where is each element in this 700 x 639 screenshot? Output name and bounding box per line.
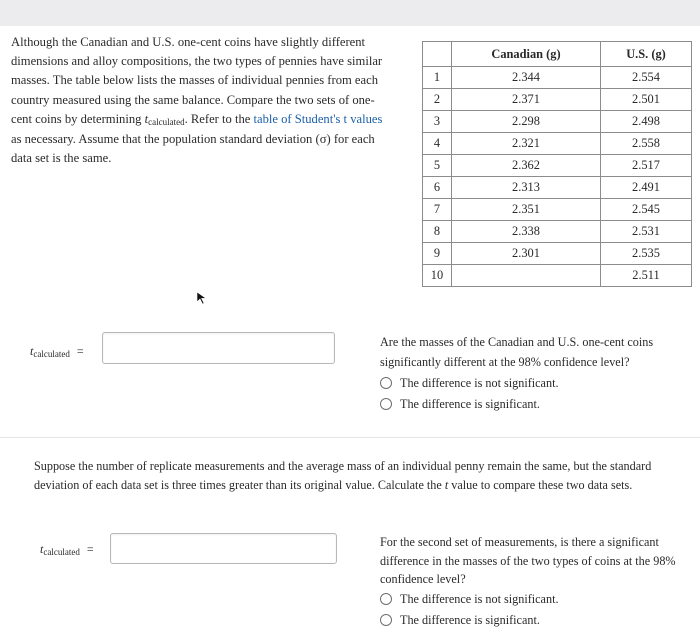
canadian-mass: 2.338 xyxy=(452,221,601,243)
us-mass: 2.531 xyxy=(601,221,692,243)
intro-text-2: . Refer to the xyxy=(184,111,254,126)
us-mass: 2.501 xyxy=(601,89,692,111)
t-symbol: t xyxy=(144,111,149,126)
table-header-canadian: Canadian (g) xyxy=(452,42,601,67)
us-mass: 2.511 xyxy=(601,265,692,287)
equals-sign: = xyxy=(86,542,94,556)
option-label: The difference is not significant. xyxy=(400,375,559,390)
q2-option-not-significant[interactable] xyxy=(380,589,680,610)
row-index: 2 xyxy=(423,89,452,111)
question-1-text: Are the masses of the Canadian and U.S. one-cent coins significantly different at the 98% confidence level? xyxy=(380,335,654,369)
canadian-mass: 2.321 xyxy=(452,133,601,155)
row-index: 4 xyxy=(423,133,452,155)
mouse-pointer-icon xyxy=(196,291,208,305)
us-mass: 2.535 xyxy=(601,243,692,265)
us-mass: 2.554 xyxy=(601,67,692,89)
table-row xyxy=(423,199,692,221)
radio-button[interactable] xyxy=(380,377,392,389)
t-calculated-input-2[interactable] xyxy=(110,533,337,564)
question-2 xyxy=(380,533,680,631)
table-row xyxy=(423,67,692,89)
student-t-table-link[interactable]: table of Student's t values xyxy=(253,111,383,126)
table-row xyxy=(423,111,692,133)
part2-intro-text: Suppose the number of replicate measurements and the average mass of an individual penny remain the same, but the standard deviation of each data set is three times greater than its original value. Calculate the xyxy=(34,459,652,492)
option-label: The difference is significant. xyxy=(400,612,540,627)
table-row xyxy=(423,133,692,155)
canadian-mass: 2.301 xyxy=(452,243,601,265)
canadian-mass: 2.362 xyxy=(452,155,601,177)
t-calculated-label-1 xyxy=(30,344,84,359)
penny-mass-table xyxy=(422,41,692,287)
t-symbol: t xyxy=(30,344,34,358)
canadian-mass xyxy=(452,265,601,287)
row-index: 9 xyxy=(423,243,452,265)
question-1 xyxy=(380,332,680,414)
table-row xyxy=(423,265,692,287)
option-label: The difference is not significant. xyxy=(400,591,559,606)
row-index: 1 xyxy=(423,67,452,89)
us-mass: 2.491 xyxy=(601,177,692,199)
row-index: 7 xyxy=(423,199,452,221)
t-subscript: calculated xyxy=(148,116,185,127)
row-index: 6 xyxy=(423,177,452,199)
equals-sign: = xyxy=(76,344,84,358)
canadian-mass: 2.313 xyxy=(452,177,601,199)
us-mass: 2.498 xyxy=(601,111,692,133)
us-mass: 2.517 xyxy=(601,155,692,177)
radio-button[interactable] xyxy=(380,398,392,410)
part2-intro-text-2: value to compare these two data sets. xyxy=(448,478,633,492)
radio-button[interactable] xyxy=(380,593,392,605)
q2-option-significant[interactable] xyxy=(380,610,680,631)
table-header-row xyxy=(423,42,692,67)
canadian-mass: 2.351 xyxy=(452,199,601,221)
section-divider xyxy=(0,437,700,438)
us-mass: 2.545 xyxy=(601,199,692,221)
part2-intro xyxy=(34,457,682,495)
table-header-us: U.S. (g) xyxy=(601,42,692,67)
intro-text-3: as necessary. Assume that the population standard deviation (σ) for each data set is the same. xyxy=(11,132,375,166)
row-index: 5 xyxy=(423,155,452,177)
q1-option-significant[interactable] xyxy=(380,393,680,414)
table-row xyxy=(423,177,692,199)
row-index: 10 xyxy=(423,265,452,287)
table-header-index xyxy=(423,42,452,67)
table-row xyxy=(423,243,692,265)
row-index: 3 xyxy=(423,111,452,133)
table-row xyxy=(423,89,692,111)
t-calculated-input-1[interactable] xyxy=(102,332,335,364)
canadian-mass: 2.298 xyxy=(452,111,601,133)
table-row xyxy=(423,221,692,243)
radio-button[interactable] xyxy=(380,614,392,626)
t-symbol: t xyxy=(444,478,449,492)
option-label: The difference is significant. xyxy=(400,396,540,411)
t-subscript: calculated xyxy=(33,349,70,359)
intro-text: Although the Canadian and U.S. one-cent coins have slightly different dimensions and alloy compositions, the two types of pennies have similar masses. The table below lists the masses of individual pennies from each country measured using the same balance. Compare the two sets of one-cent coins by determining xyxy=(11,35,383,126)
q1-option-not-significant[interactable] xyxy=(380,372,680,393)
us-mass: 2.558 xyxy=(601,133,692,155)
top-strip xyxy=(0,0,700,26)
t-symbol: t xyxy=(40,542,44,556)
table-row xyxy=(423,155,692,177)
t-calculated-label-2 xyxy=(40,542,94,557)
row-index: 8 xyxy=(423,221,452,243)
problem-intro xyxy=(11,33,391,168)
question-2-text: For the second set of measurements, is there a significant difference in the masses of the two types of coins at the 98% confidence level? xyxy=(380,535,676,586)
t-subscript: calculated xyxy=(43,547,80,557)
canadian-mass: 2.344 xyxy=(452,67,601,89)
canadian-mass: 2.371 xyxy=(452,89,601,111)
